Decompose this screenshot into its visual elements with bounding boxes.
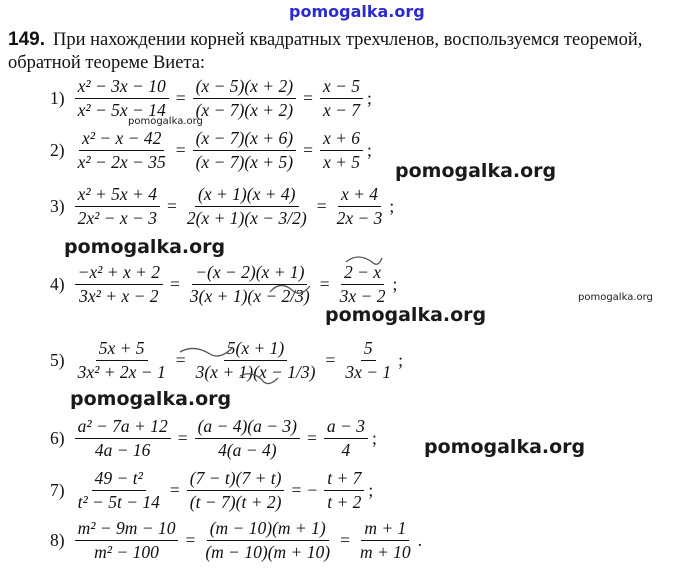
numerator: x² + 5x + 4 <box>75 184 160 207</box>
fraction <box>75 262 163 307</box>
item-label: 1) <box>50 88 65 108</box>
denominator: 3x² + x − 2 <box>79 286 159 306</box>
denominator: x + 5 <box>322 152 361 172</box>
denominator: 3x² + 2x − 1 <box>77 362 166 382</box>
numerator: 5x + 5 <box>96 338 148 361</box>
denominator: x² − 5x − 14 <box>77 100 166 120</box>
numerator: x² − x − 42 <box>79 128 164 151</box>
equals-sign: = <box>177 428 188 448</box>
fraction <box>184 184 310 229</box>
fraction <box>324 468 364 513</box>
watermark: pomogalka.org <box>578 292 653 303</box>
numerator: −(x − 2)(x + 1) <box>192 262 307 285</box>
numerator: a − 3 <box>324 416 368 439</box>
watermark: pomogalka.org <box>64 236 226 258</box>
denominator: 2(x + 1)(x − 3/2) <box>186 208 307 228</box>
equation-row <box>50 468 373 513</box>
numerator: a² − 7a + 12 <box>75 416 171 439</box>
equation-row <box>50 518 422 563</box>
equation-row <box>50 338 403 383</box>
numerator: (m − 10)(m + 1) <box>207 518 329 541</box>
equals-sign: = <box>307 428 317 448</box>
item-label: 8) <box>50 530 65 550</box>
denominator: 3x − 1 <box>345 362 392 382</box>
problem-text: При нахождении корней квадратных трехчленов, воспользуемся теоремой, обратной теореме Виета: <box>8 30 643 73</box>
denominator: 3x − 2 <box>339 286 386 306</box>
punctuation: ; <box>398 350 404 370</box>
numerator: −x² + x + 2 <box>75 262 163 285</box>
punctuation: ; <box>389 196 395 216</box>
fraction <box>75 468 163 513</box>
problem-statement <box>8 28 688 75</box>
problem-number: 149. <box>8 29 45 50</box>
numerator: 5(x + 1) <box>224 338 287 361</box>
equals-sign: = <box>175 140 186 160</box>
denominator: x² − 2x − 35 <box>77 152 166 172</box>
punctuation: ; <box>367 140 372 160</box>
numerator: (a − 4)(a − 3) <box>195 416 300 439</box>
fraction <box>320 128 363 173</box>
numerator: t + 7 <box>324 468 364 491</box>
item-label: 5) <box>50 350 65 370</box>
denominator: x − 7 <box>322 100 361 120</box>
equals-sign: = <box>185 530 196 550</box>
fraction <box>193 338 319 383</box>
equation-row <box>50 262 397 307</box>
denominator: (x − 7)(x + 5) <box>195 152 294 172</box>
denominator: t + 2 <box>327 492 362 512</box>
fraction <box>324 416 368 461</box>
item-label: 6) <box>50 428 65 448</box>
punctuation: ; <box>371 428 377 448</box>
equals-sign: = <box>170 274 180 294</box>
numerator: m² − 9m − 10 <box>75 518 179 541</box>
punctuation: . <box>417 530 423 550</box>
equals-sign: = <box>175 350 186 370</box>
equation-row <box>50 76 372 121</box>
watermark: pomogalka.org <box>70 388 232 410</box>
numerator: (7 − t)(7 + t) <box>187 468 285 491</box>
punctuation: ; <box>368 480 374 500</box>
denominator: 2x² − x − 3 <box>77 208 157 228</box>
equals-sign: = <box>316 196 327 216</box>
fraction <box>75 416 171 461</box>
fraction <box>320 76 363 121</box>
watermark: pomogalka.org <box>128 116 203 127</box>
denominator: 4(a − 4) <box>218 440 277 460</box>
watermark: pomogalka.org <box>395 160 557 182</box>
equals-sign: = <box>303 88 313 108</box>
denominator: (t − 7)(t + 2) <box>189 492 282 512</box>
equals-sign: = <box>303 140 313 160</box>
denominator: (x − 7)(x + 2) <box>195 100 294 120</box>
item-label: 7) <box>50 480 65 500</box>
fraction <box>195 416 300 461</box>
equation-row <box>50 184 394 229</box>
denominator: t² − 5t − 14 <box>77 492 160 512</box>
numerator: 49 − t² <box>92 468 146 491</box>
equals-sign: = <box>340 530 350 550</box>
equals-sign: = <box>325 350 336 370</box>
minus-sign: − <box>307 480 318 500</box>
punctuation: ; <box>367 88 372 108</box>
numerator: x + 6 <box>320 128 363 151</box>
equals-sign: = <box>169 480 180 500</box>
equation-row <box>50 416 377 461</box>
denominator: 4 <box>341 440 351 460</box>
numerator: 2 − x <box>341 262 384 285</box>
denominator: 2x − 3 <box>336 208 383 228</box>
numerator: x − 5 <box>320 76 363 99</box>
equals-sign: = <box>166 196 177 216</box>
fraction <box>342 338 394 383</box>
fraction <box>75 518 179 563</box>
denominator: (m − 10)(m + 10) <box>205 542 331 562</box>
punctuation: ; <box>392 274 398 294</box>
fraction <box>357 518 414 563</box>
fraction <box>75 338 169 383</box>
numerator: x² − 3x − 10 <box>75 76 169 99</box>
equation-row <box>50 128 372 173</box>
denominator: m² − 100 <box>94 542 159 562</box>
fraction <box>187 262 313 307</box>
item-label: 3) <box>50 196 65 216</box>
numerator: (x − 7)(x + 6) <box>193 128 296 151</box>
fraction <box>75 184 160 229</box>
watermark: pomogalka.org <box>325 304 487 326</box>
fraction <box>193 76 296 121</box>
fraction <box>202 518 333 563</box>
numerator: (x − 5)(x + 2) <box>193 76 296 99</box>
fraction <box>193 128 296 173</box>
item-label: 2) <box>50 140 65 160</box>
numerator: x + 4 <box>338 184 381 207</box>
fraction <box>75 76 169 121</box>
numerator: 5 <box>361 338 376 361</box>
fraction <box>337 262 389 307</box>
item-label: 4) <box>50 274 65 294</box>
numerator: m + 1 <box>361 518 409 541</box>
watermark-top: pomogalka.org <box>289 2 425 21</box>
fraction <box>334 184 386 229</box>
equals-sign: = <box>319 274 330 294</box>
numerator: (x + 1)(x + 4) <box>195 184 298 207</box>
equals-sign: = <box>175 88 186 108</box>
equals-sign: = <box>291 480 302 500</box>
denominator: m + 10 <box>359 542 411 562</box>
denominator: 4a − 16 <box>94 440 151 460</box>
watermark: pomogalka.org <box>424 436 586 458</box>
fraction <box>75 128 169 173</box>
denominator: 3(x + 1)(x − 2/3) <box>189 286 310 306</box>
denominator: 3(x + 1)(x − 1/3) <box>195 362 316 382</box>
fraction <box>187 468 285 513</box>
